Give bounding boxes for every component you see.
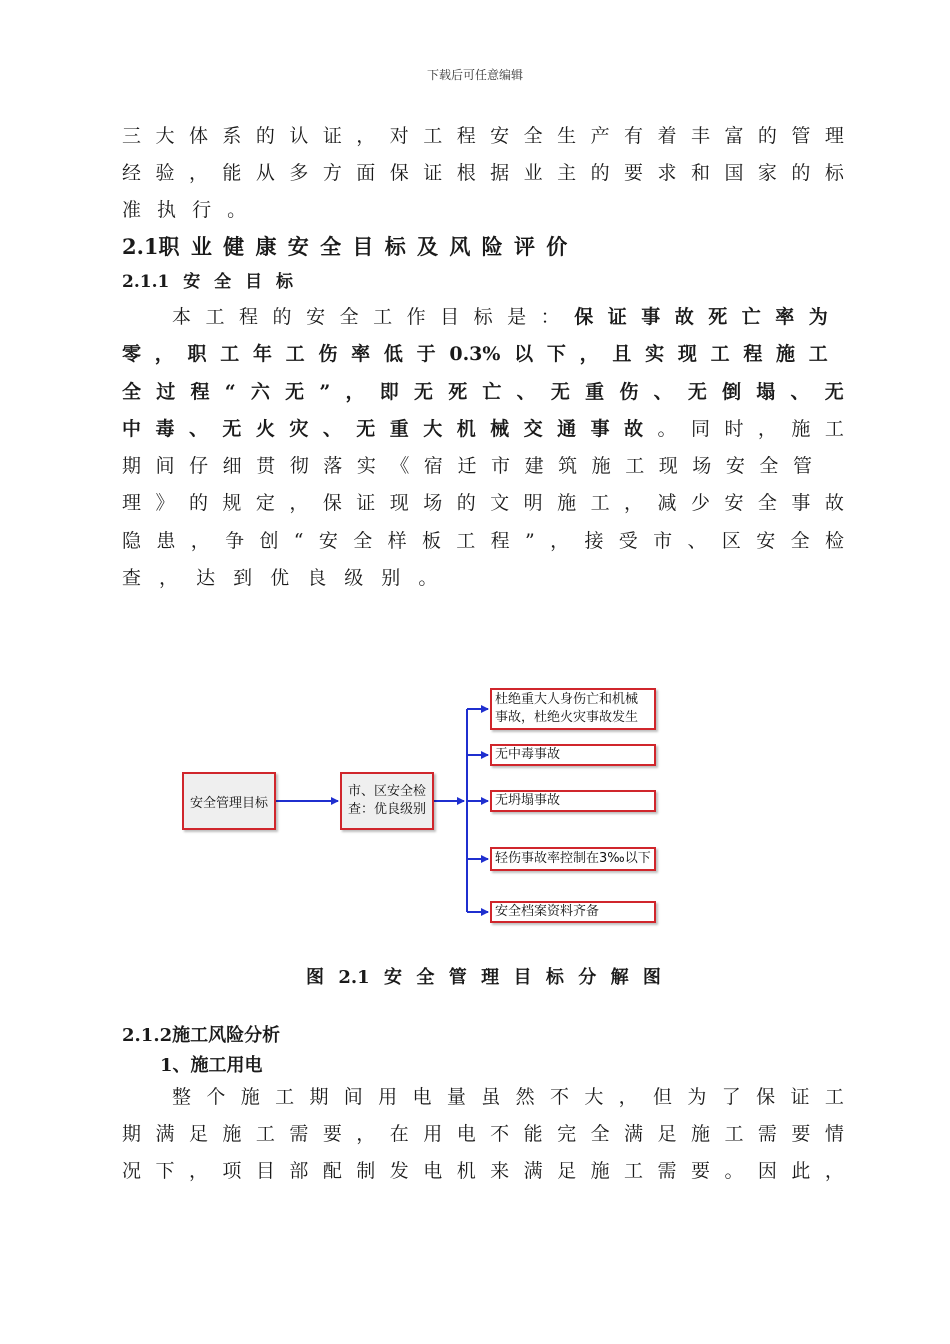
char: 期 bbox=[122, 1123, 142, 1145]
char: 虽 bbox=[481, 1086, 501, 1108]
char: 下 bbox=[155, 1160, 175, 1182]
char: 安 bbox=[384, 967, 403, 988]
char: 配 bbox=[322, 1160, 342, 1182]
char: 低 bbox=[383, 343, 403, 365]
char: 落 bbox=[323, 455, 343, 477]
char: 建 bbox=[524, 455, 544, 477]
char: 同 bbox=[690, 418, 710, 440]
char: 图 bbox=[642, 967, 661, 988]
target-box-3: 无坍塌事故 bbox=[490, 790, 656, 812]
char: 全 bbox=[757, 492, 777, 514]
char: ， bbox=[345, 381, 365, 403]
char: 械 bbox=[490, 418, 510, 440]
char: 况 bbox=[122, 1160, 142, 1182]
char: 工 bbox=[625, 455, 645, 477]
risk-line1 bbox=[172, 1083, 844, 1111]
char: 认 bbox=[289, 125, 309, 147]
char: 标 bbox=[545, 967, 564, 988]
char: 六 bbox=[250, 381, 270, 403]
char: 工 bbox=[590, 492, 610, 514]
char: 全 bbox=[339, 306, 359, 328]
char: 为 bbox=[808, 306, 828, 328]
char: 根 bbox=[456, 162, 476, 184]
char: 主 bbox=[557, 162, 577, 184]
char: 证 bbox=[423, 162, 443, 184]
target-box-5: 安全档案资料齐备 bbox=[490, 901, 656, 923]
char: 是 bbox=[507, 306, 527, 328]
char: 要 bbox=[624, 162, 644, 184]
char: 伤 bbox=[318, 343, 338, 365]
char: 施 bbox=[591, 455, 611, 477]
subsection-heading: 2.1.1 安 全 目 标 bbox=[122, 272, 293, 292]
char: 定 bbox=[255, 492, 275, 514]
char: 检 bbox=[824, 530, 844, 552]
char: ， bbox=[190, 530, 210, 552]
char: 目 bbox=[255, 1160, 275, 1182]
char: ， bbox=[154, 343, 174, 365]
char: 无 bbox=[824, 381, 844, 403]
char: 工 bbox=[808, 343, 828, 365]
char: 的 bbox=[188, 492, 208, 514]
target-box-2: 无中毒事故 bbox=[490, 744, 656, 766]
risk-line3 bbox=[122, 1157, 844, 1185]
char: 的 bbox=[456, 492, 476, 514]
char: 安 bbox=[724, 492, 744, 514]
char: 创 bbox=[259, 530, 279, 552]
char: ， bbox=[550, 530, 570, 552]
char: 证 bbox=[607, 306, 627, 328]
char: 全 bbox=[590, 1123, 610, 1145]
char: 工 bbox=[624, 1160, 644, 1182]
char: 重 bbox=[585, 381, 605, 403]
char: 程 bbox=[490, 530, 510, 552]
char: 丰 bbox=[690, 125, 710, 147]
char: 市 bbox=[491, 455, 511, 477]
char: 在 bbox=[389, 1123, 409, 1145]
char: 工 bbox=[824, 418, 844, 440]
char: 理 bbox=[481, 967, 500, 988]
char: 实 bbox=[356, 455, 376, 477]
char: 零 bbox=[122, 343, 142, 365]
char: 。 bbox=[724, 1160, 744, 1182]
char: 施 bbox=[240, 1086, 260, 1108]
char: ， bbox=[624, 492, 644, 514]
char: 细 bbox=[222, 455, 242, 477]
char: 《 bbox=[390, 455, 410, 477]
diagram-middle-box bbox=[340, 772, 434, 830]
char: 国 bbox=[724, 162, 744, 184]
char: 工 bbox=[456, 530, 476, 552]
char: 仔 bbox=[189, 455, 209, 477]
char: 程 bbox=[190, 381, 210, 403]
char: 但 bbox=[653, 1086, 673, 1108]
char: 验 bbox=[155, 162, 175, 184]
risk-item1: 1、施工用电 bbox=[160, 1055, 263, 1076]
char: 施 bbox=[557, 492, 577, 514]
char: 实 bbox=[645, 343, 665, 365]
char: 标 bbox=[473, 306, 493, 328]
char: 无 bbox=[687, 381, 707, 403]
char: ： bbox=[540, 306, 560, 328]
para1-line3: 准 执 行 。 bbox=[122, 199, 247, 221]
char: 理 bbox=[122, 492, 142, 514]
char: 据 bbox=[490, 162, 510, 184]
char: 工 bbox=[824, 1086, 844, 1108]
char: 无 bbox=[222, 418, 242, 440]
char: 施 bbox=[791, 418, 811, 440]
char: 业 bbox=[523, 162, 543, 184]
char: ， bbox=[188, 1160, 208, 1182]
char: 足 bbox=[657, 1123, 677, 1145]
char: 系 bbox=[222, 125, 242, 147]
char: 产 bbox=[590, 125, 610, 147]
char: 伤 bbox=[619, 381, 639, 403]
char: 施 bbox=[776, 343, 796, 365]
char: 彻 bbox=[289, 455, 309, 477]
char: 管 bbox=[791, 125, 811, 147]
char: 的 bbox=[791, 162, 811, 184]
char: 塌 bbox=[756, 381, 776, 403]
char: ” bbox=[525, 530, 535, 552]
char: 发 bbox=[389, 1160, 409, 1182]
char: 和 bbox=[690, 162, 710, 184]
char: ， bbox=[579, 343, 599, 365]
char: 证 bbox=[356, 492, 376, 514]
char: 亡 bbox=[482, 381, 502, 403]
char: 多 bbox=[289, 162, 309, 184]
char: 因 bbox=[757, 1160, 777, 1182]
char: 保 bbox=[322, 492, 342, 514]
char: 无 bbox=[550, 381, 570, 403]
char: 的 bbox=[255, 125, 275, 147]
char: 重 bbox=[389, 418, 409, 440]
char: 工 bbox=[220, 343, 240, 365]
char: 率 bbox=[775, 306, 795, 328]
char: 理 bbox=[824, 125, 844, 147]
char: 率 bbox=[351, 343, 371, 365]
char: 面 bbox=[356, 162, 376, 184]
char: 事 bbox=[791, 492, 811, 514]
char: 全 bbox=[353, 530, 373, 552]
char: 然 bbox=[515, 1086, 535, 1108]
char: 故 bbox=[624, 418, 644, 440]
char: 不 bbox=[490, 1123, 510, 1145]
char: 的 bbox=[590, 162, 610, 184]
char: 死 bbox=[448, 381, 468, 403]
char: 为 bbox=[687, 1086, 707, 1108]
char: 死 bbox=[708, 306, 728, 328]
char: 家 bbox=[757, 162, 777, 184]
char: 满 bbox=[624, 1123, 644, 1145]
char: 全 bbox=[523, 125, 543, 147]
char: 工 bbox=[373, 306, 393, 328]
char: 三 bbox=[122, 125, 142, 147]
target-1-line1: 杜绝重大人身伤亡和机械 bbox=[495, 692, 639, 707]
char: 作 bbox=[406, 306, 426, 328]
char: 工 bbox=[255, 1123, 275, 1145]
char: 用 bbox=[423, 1123, 443, 1145]
char: 下 bbox=[546, 343, 566, 365]
char: 图 bbox=[306, 967, 324, 988]
middle-line2: 查：优良级别 bbox=[347, 802, 426, 817]
char: “ bbox=[224, 381, 236, 403]
char: 方 bbox=[322, 162, 342, 184]
char: 0.3% bbox=[449, 343, 501, 365]
para2-line8: 查 ， 达 到 优 良 级 别 。 bbox=[122, 567, 438, 589]
char: 安 bbox=[756, 530, 776, 552]
figure-caption bbox=[306, 964, 661, 992]
char: 期 bbox=[122, 455, 142, 477]
char: 时 bbox=[724, 418, 744, 440]
char: 争 bbox=[225, 530, 245, 552]
char: 电 bbox=[456, 1123, 476, 1145]
char: 交 bbox=[523, 418, 543, 440]
char: ， bbox=[757, 418, 777, 440]
char: 解 bbox=[610, 967, 629, 988]
char: 了 bbox=[721, 1086, 741, 1108]
char: 无 bbox=[413, 381, 433, 403]
char: 现 bbox=[658, 455, 678, 477]
char: 现 bbox=[389, 492, 409, 514]
char: 期 bbox=[309, 1086, 329, 1108]
char: 工 bbox=[275, 1086, 295, 1108]
char: 区 bbox=[721, 530, 741, 552]
char: 施 bbox=[690, 1123, 710, 1145]
char: 安 bbox=[725, 455, 745, 477]
char: 、 bbox=[516, 381, 536, 403]
char: 间 bbox=[155, 455, 175, 477]
char: 工 bbox=[710, 343, 730, 365]
char: 。 bbox=[657, 418, 677, 440]
char: 管 bbox=[792, 455, 812, 477]
target-1-line2: 事故，杜绝火灾事故发生 bbox=[495, 710, 639, 725]
char: 筑 bbox=[558, 455, 578, 477]
char: 证 bbox=[790, 1086, 810, 1108]
char: 通 bbox=[557, 418, 577, 440]
char: 中 bbox=[122, 418, 142, 440]
char: 大 bbox=[423, 418, 443, 440]
middle-line1: 市、区安全检 bbox=[347, 784, 426, 799]
char: 亡 bbox=[741, 306, 761, 328]
char: 情 bbox=[824, 1123, 844, 1145]
char: 患 bbox=[156, 530, 176, 552]
char: 过 bbox=[156, 381, 176, 403]
char: 不 bbox=[549, 1086, 569, 1108]
char: 样 bbox=[387, 530, 407, 552]
char: 火 bbox=[255, 418, 275, 440]
char: 有 bbox=[624, 125, 644, 147]
char: 、 bbox=[322, 418, 342, 440]
char: 满 bbox=[155, 1123, 175, 1145]
char: 程 bbox=[456, 125, 476, 147]
char: 项 bbox=[222, 1160, 242, 1182]
char: 》 bbox=[155, 492, 175, 514]
char: 富 bbox=[724, 125, 744, 147]
char: 场 bbox=[423, 492, 443, 514]
char: 需 bbox=[757, 1123, 777, 1145]
char: 电 bbox=[423, 1160, 443, 1182]
target-box-4: 轻伤事故率控制在3‰以下 bbox=[490, 847, 656, 871]
char: ， bbox=[356, 1123, 376, 1145]
char: 以 bbox=[514, 343, 534, 365]
char: 制 bbox=[356, 1160, 376, 1182]
char: 毒 bbox=[155, 418, 175, 440]
char: ， bbox=[188, 162, 208, 184]
char: 倒 bbox=[722, 381, 742, 403]
char: 对 bbox=[389, 125, 409, 147]
char: 全 bbox=[790, 530, 810, 552]
char: 文 bbox=[490, 492, 510, 514]
char: 且 bbox=[612, 343, 632, 365]
char: 事 bbox=[590, 418, 610, 440]
char: 故 bbox=[674, 306, 694, 328]
char: ” bbox=[319, 381, 331, 403]
char: 、 bbox=[653, 381, 673, 403]
char: 明 bbox=[523, 492, 543, 514]
diagram-root-box: 安全管理目标 bbox=[182, 772, 276, 830]
char: 无 bbox=[356, 418, 376, 440]
char: 的 bbox=[272, 306, 292, 328]
char: 个 bbox=[206, 1086, 226, 1108]
char: 2.1 bbox=[338, 967, 370, 988]
char: 现 bbox=[677, 343, 697, 365]
char: 安 bbox=[306, 306, 326, 328]
char: 从 bbox=[255, 162, 275, 184]
char: 年 bbox=[252, 343, 272, 365]
char: 场 bbox=[692, 455, 712, 477]
char: 职 bbox=[187, 343, 207, 365]
char: 程 bbox=[743, 343, 763, 365]
risk-heading: 2.1.2施工风险分析 bbox=[122, 1025, 281, 1046]
char: 工 bbox=[724, 1123, 744, 1145]
char: 施 bbox=[222, 1123, 242, 1145]
char: 宿 bbox=[423, 455, 443, 477]
target-box-1 bbox=[490, 688, 656, 730]
char: 电 bbox=[412, 1086, 432, 1108]
char: 迁 bbox=[457, 455, 477, 477]
char: 接 bbox=[584, 530, 604, 552]
page-header: 下载后可任意编辑 bbox=[426, 68, 523, 82]
char: 要 bbox=[322, 1123, 342, 1145]
char: 减 bbox=[657, 492, 677, 514]
char: 保 bbox=[574, 306, 594, 328]
char: 安 bbox=[318, 530, 338, 552]
char: 大 bbox=[155, 125, 175, 147]
char: 机 bbox=[456, 1160, 476, 1182]
char: “ bbox=[293, 530, 304, 552]
char: 分 bbox=[578, 967, 597, 988]
char: 体 bbox=[188, 125, 208, 147]
char: ， bbox=[356, 125, 376, 147]
section-title: 职 业 健 康 安 全 目 标 及 风 险 评 价 bbox=[158, 234, 568, 259]
char: 安 bbox=[490, 125, 510, 147]
char: 量 bbox=[446, 1086, 466, 1108]
char: 、 bbox=[790, 381, 810, 403]
char: 、 bbox=[687, 530, 707, 552]
char: 的 bbox=[757, 125, 777, 147]
char: 需 bbox=[289, 1123, 309, 1145]
char: 经 bbox=[122, 162, 142, 184]
char: 保 bbox=[389, 162, 409, 184]
char: 保 bbox=[756, 1086, 776, 1108]
char: 即 bbox=[379, 381, 399, 403]
char: 大 bbox=[584, 1086, 604, 1108]
char: 需 bbox=[657, 1160, 677, 1182]
char: 完 bbox=[557, 1123, 577, 1145]
char: 工 bbox=[205, 306, 225, 328]
char: ， bbox=[618, 1086, 638, 1108]
char: 能 bbox=[222, 162, 242, 184]
char: 用 bbox=[378, 1086, 398, 1108]
char: ， bbox=[289, 492, 309, 514]
char: 本 bbox=[172, 306, 192, 328]
char: 满 bbox=[523, 1160, 543, 1182]
char: 全 bbox=[416, 967, 435, 988]
char: 故 bbox=[824, 492, 844, 514]
char: 机 bbox=[456, 418, 476, 440]
char: 间 bbox=[343, 1086, 363, 1108]
char: 事 bbox=[641, 306, 661, 328]
char: 要 bbox=[690, 1160, 710, 1182]
char: 能 bbox=[523, 1123, 543, 1145]
char: 要 bbox=[791, 1123, 811, 1145]
char: 工 bbox=[285, 343, 305, 365]
char: 贯 bbox=[256, 455, 276, 477]
char: 板 bbox=[421, 530, 441, 552]
char: 生 bbox=[557, 125, 577, 147]
char: 管 bbox=[448, 967, 467, 988]
char: 少 bbox=[690, 492, 710, 514]
char: 规 bbox=[222, 492, 242, 514]
char: 灾 bbox=[289, 418, 309, 440]
char: 目 bbox=[513, 967, 532, 988]
char: 足 bbox=[188, 1123, 208, 1145]
char: 程 bbox=[239, 306, 259, 328]
char: 隐 bbox=[122, 530, 142, 552]
char: 工 bbox=[423, 125, 443, 147]
char: 、 bbox=[188, 418, 208, 440]
char: 全 bbox=[122, 381, 142, 403]
char: 证 bbox=[322, 125, 342, 147]
char: 施 bbox=[590, 1160, 610, 1182]
char: 受 bbox=[618, 530, 638, 552]
char: 此 bbox=[791, 1160, 811, 1182]
char: 部 bbox=[289, 1160, 309, 1182]
section-number: 2.1 bbox=[122, 234, 159, 259]
risk-line2 bbox=[122, 1120, 844, 1148]
char: 求 bbox=[657, 162, 677, 184]
char: 整 bbox=[172, 1086, 192, 1108]
char: 来 bbox=[490, 1160, 510, 1182]
char: 全 bbox=[759, 455, 779, 477]
char: 目 bbox=[440, 306, 460, 328]
char: 无 bbox=[285, 381, 305, 403]
char: ， bbox=[824, 1160, 844, 1182]
char: 市 bbox=[653, 530, 673, 552]
char: 足 bbox=[557, 1160, 577, 1182]
char: 标 bbox=[824, 162, 844, 184]
char: 于 bbox=[416, 343, 436, 365]
char: 着 bbox=[657, 125, 677, 147]
